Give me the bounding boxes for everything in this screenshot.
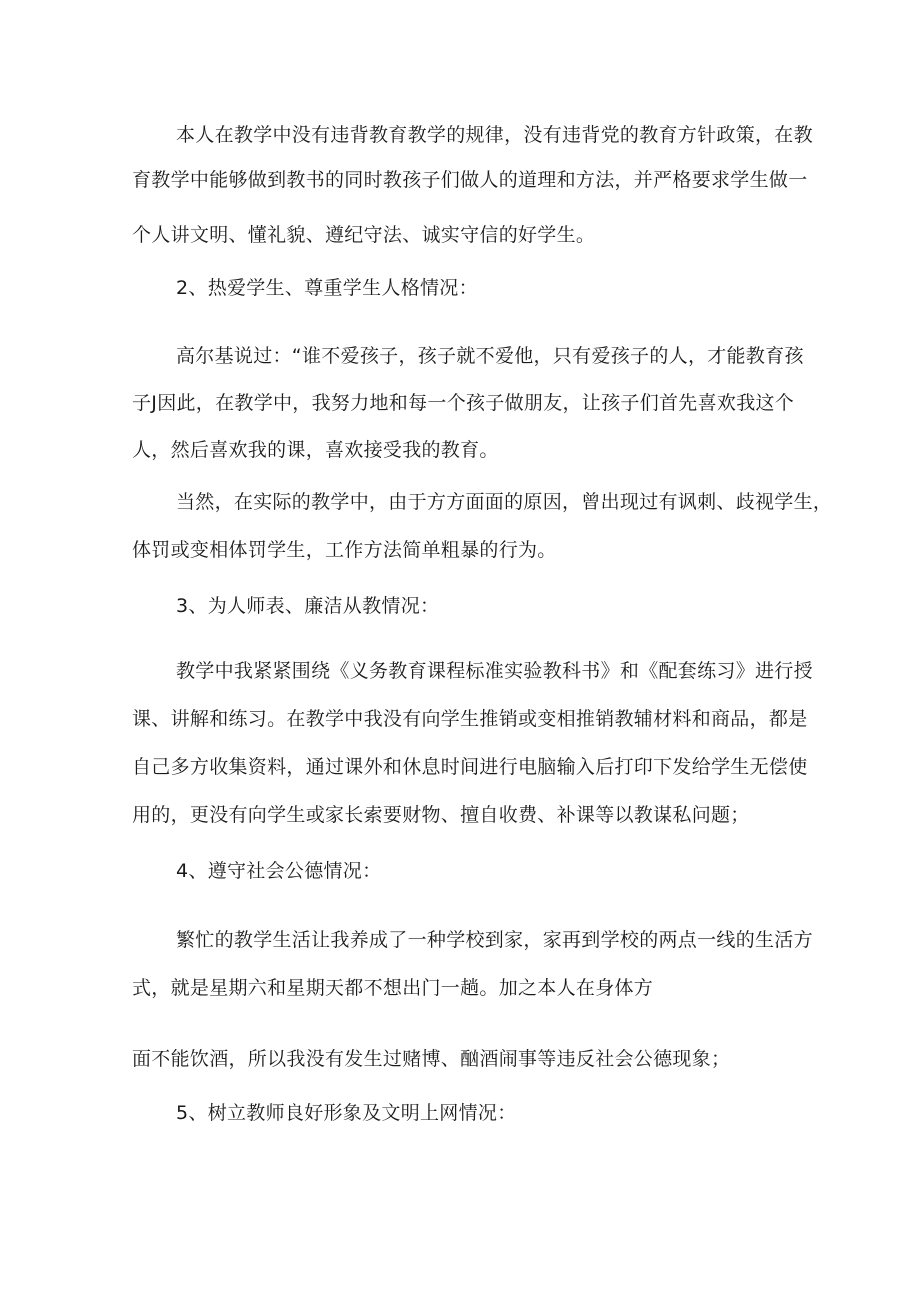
paragraph-line: 繁忙的教学生活让我养成了一种学校到家，家再到学校的两点一线的生活方 [176,929,813,951]
paragraph-line: 课、讲解和练习。在教学中我没有向学生推销或变相推销教辅材料和商品，都是 [132,708,808,730]
section-heading: 3、为人师表、廉洁从教情况： [176,595,440,617]
paragraph-line: 面不能饮酒，所以我没有发生过赌博、酗酒闹事等违反社会公德现象； [132,1048,731,1070]
section-heading: 4、遵守社会公德情况： [176,860,382,882]
section-heading: 5、树立教师良好形象及文明上网情况： [176,1102,517,1124]
paragraph-line: 人，然后喜欢我的课，喜欢接受我的教育。 [132,439,499,461]
paragraph-line: 自己多方收集资料，通过课外和休息时间进行电脑输入后打印下发给学生无偿使 [132,756,808,778]
paragraph-line: 用的，更没有向学生或家长索要财物、擅自收费、补课等以教谋私问题； [132,804,750,826]
paragraph-line: 个人讲文明、懂礼貌、遵纪守法、诚实守信的好学生。 [132,224,596,246]
section-heading: 2、热爱学生、尊重学生人格情况： [176,277,478,299]
paragraph-line: 子J因此，在教学中，我努力地和每一个孩子做朋友，让孩子们首先喜欢我这个 [132,392,795,414]
paragraph-line: 高尔基说过：“谁不爱孩子，孩子就不爱他，只有爱孩子的人，才能教育孩 [176,345,804,367]
paragraph-line: 教学中我紧紧围绕《义务教育课程标准实验教科书》和《配套练习》进行授 [176,660,813,682]
paragraph-line: 式，就是星期六和星期天都不想出门一趟。加之本人在身体方 [132,977,654,999]
paragraph-line: 本人在教学中没有违背教育教学的规律，没有违背党的教育方针政策，在教 [176,124,813,146]
paragraph-line: 当然，在实际的教学中，由于方方面面的原因，曾出现过有讽刺、歧视学生， [176,491,833,513]
paragraph-line: 体罚或变相体罚学生，工作方法简单粗暴的行为。 [132,539,557,561]
paragraph-line: 育教学中能够做到教书的同时教孩子们做人的道理和方法，并严格要求学生做一 [132,169,808,191]
